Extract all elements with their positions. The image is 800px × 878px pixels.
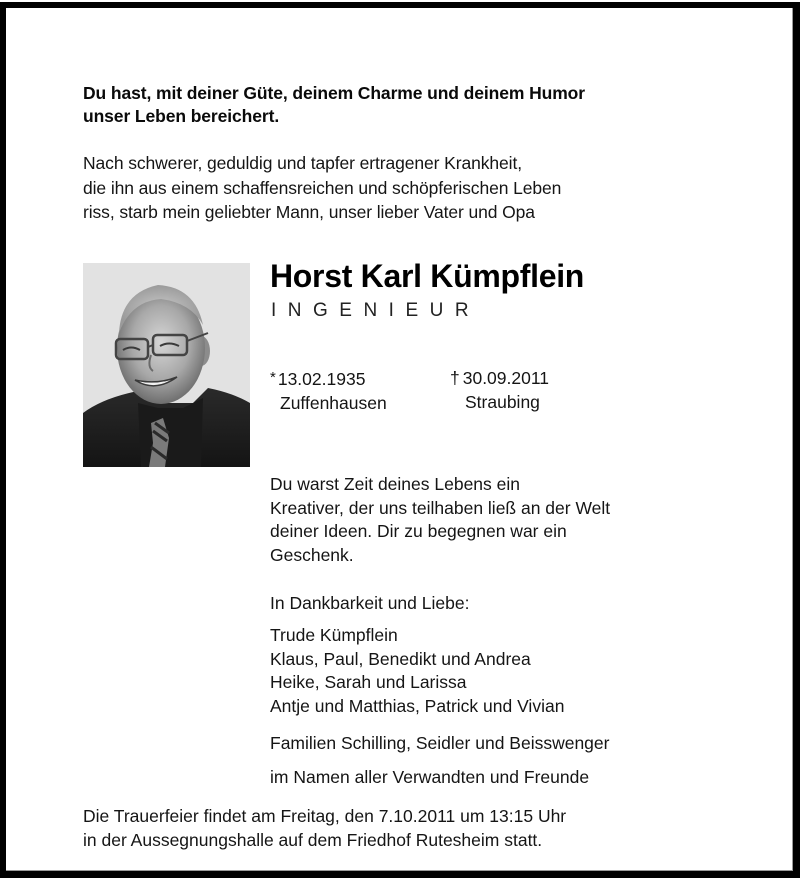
tribute-line: Geschenk. <box>270 544 354 565</box>
death-cross-icon: † <box>450 368 460 388</box>
portrait-photo <box>83 263 250 467</box>
motto-heading <box>83 82 585 128</box>
birth-place: Zuffenhausen <box>280 393 387 413</box>
birth-date: 13.02.1935 <box>277 369 366 389</box>
birth-info <box>270 366 387 415</box>
mourner-entry: Heike, Sarah und Larissa <box>270 672 467 692</box>
gratitude-line: In Dankbarkeit und Liebe: <box>270 593 470 613</box>
mourner-entry: Antje und Matthias, Patrick und Vivian <box>270 695 565 716</box>
death-date: 30.09.2011 <box>462 368 550 388</box>
service-line: Die Trauerfeier findet am Freitag, den 7.10.2011 um 13:15 Uhr <box>83 806 567 826</box>
motto-line: Du hast, mit deiner Güte, deinem Charme und deinem Humor <box>83 83 585 103</box>
mourner-entry: Trude Kümpflein <box>270 625 398 645</box>
mourners-list <box>270 624 564 718</box>
tribute-line: deiner Ideen. Dir zu begegnen war ein <box>270 521 567 541</box>
deceased-profession: INGENIEUR <box>271 300 481 321</box>
funeral-service-info <box>83 805 566 852</box>
intro-paragraph <box>83 151 561 225</box>
intro-line: die ihn aus einem schaffensreichen und schöpferischen Leben <box>83 177 562 198</box>
mourner-entry: Klaus, Paul, Benedikt und Andrea <box>270 648 531 669</box>
deceased-name: Horst Karl Kümpflein <box>270 258 585 294</box>
motto-line: unser Leben bereichert. <box>83 106 280 126</box>
death-info <box>450 366 549 414</box>
intro-line: Nach schwerer, geduldig und tapfer ertragener Krankheit, <box>83 153 522 173</box>
tribute-line: Du warst Zeit deines Lebens ein <box>270 474 520 494</box>
service-line: in der Aussegnungshalle auf dem Friedhof Rutesheim statt. <box>83 829 543 850</box>
relatives-line: im Namen aller Verwandten und Freunde <box>270 767 590 787</box>
tribute-paragraph <box>270 473 610 567</box>
death-place: Straubing <box>465 392 540 412</box>
tribute-line: Kreativer, der uns teilhaben ließ an der Welt <box>270 497 611 518</box>
birth-star-icon: * <box>270 369 276 386</box>
portrait-photo-icon <box>83 263 250 467</box>
intro-line: riss, starb mein geliebter Mann, unser lieber Vater und Opa <box>83 202 535 222</box>
families-line: Familien Schilling, Seidler und Beisswenger <box>270 733 610 753</box>
